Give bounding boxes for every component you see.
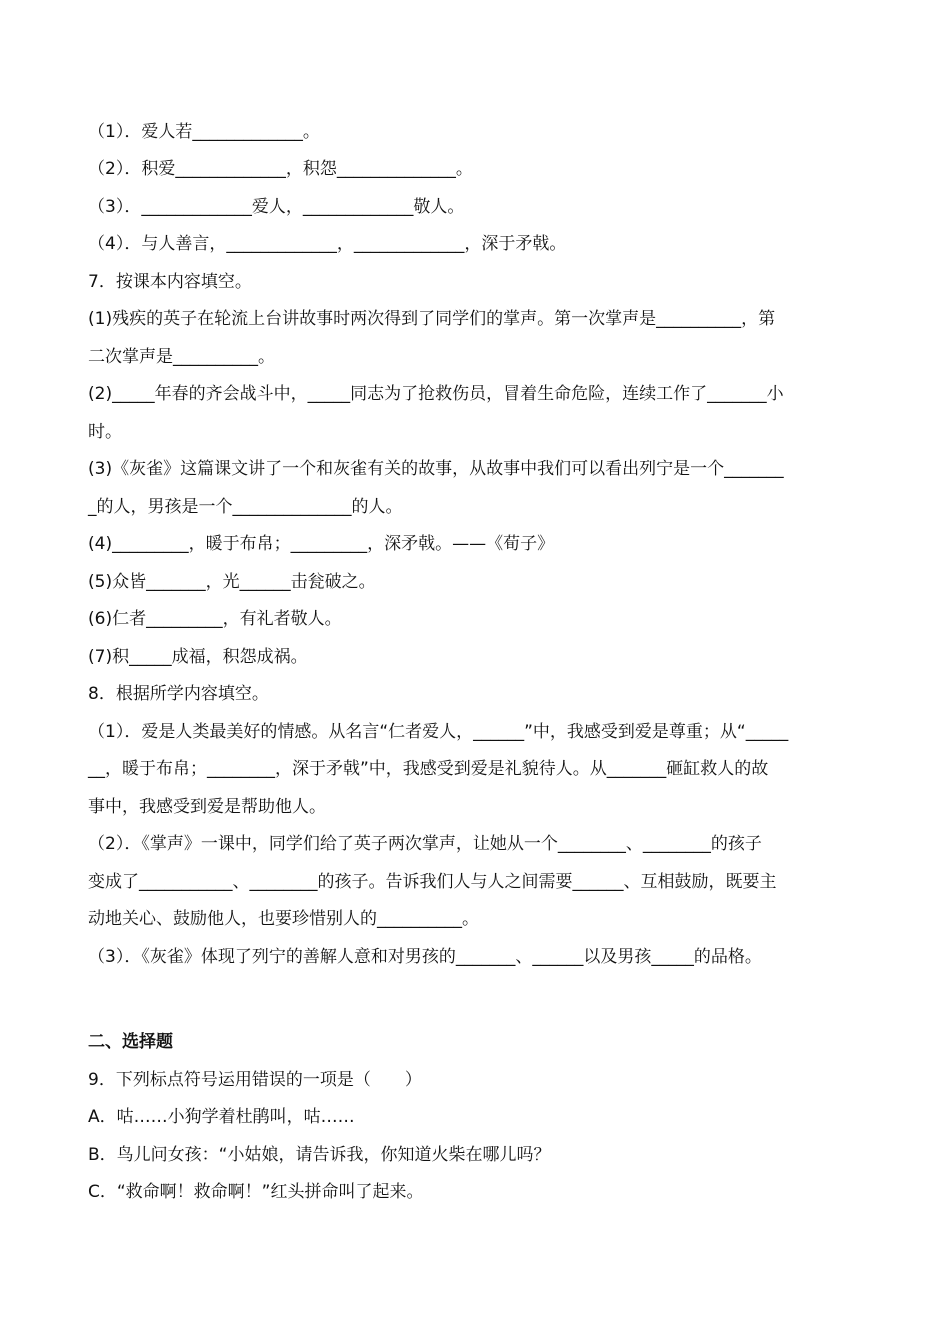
q6-item-3: （3）．_____________爱人，_____________敬人。 — [88, 197, 465, 217]
q8-item-1-line-2: __，暖于布帛；________，深于矛戟”中，我感受到爱是礼貌待人。从_______砸缸救人的故 — [88, 759, 769, 779]
q9-option-a: A．咕……小狗学着杜鹃叫，咕…… — [88, 1107, 355, 1127]
q7-item-1-line-2: 二次掌声是__________。 — [88, 347, 275, 367]
q9-title: 9．下列标点符号运用错误的一项是（ ） — [88, 1070, 422, 1090]
q8-item-1-line-1: （1）．爱是人类最美好的情感。从名言“仁者爱人，______”中，我感受到爱是尊重；从“_____ — [88, 722, 789, 742]
q7-title: 7．按课本内容填空。 — [88, 272, 252, 292]
q7-item-3-line-1: (3)《灰雀》这篇课文讲了一个和灰雀有关的故事，从故事中我们可以看出列宁是一个_______ — [88, 459, 784, 479]
q7-item-6: (6)仁者_________，有礼者敬人。 — [88, 609, 342, 629]
q8-item-2-line-2: 变成了___________、________的孩子。告诉我们人与人之间需要______、互相鼓励，既要主 — [88, 872, 777, 892]
q6-item-4: （4）．与人善言，_____________，_____________，深于矛戟。 — [88, 234, 567, 254]
q9-option-b: B．鸟儿问女孩：“小姑娘，请告诉我，你知道火柴在哪儿吗？ — [88, 1145, 551, 1165]
q8-item-2-line-1: （2）．《掌声》一课中，同学们给了英子两次掌声，让她从一个________、________的孩子 — [88, 834, 762, 854]
q8-title: 8．根据所学内容填空。 — [88, 684, 269, 704]
q8-item-1-line-3: 事中，我感受到爱是帮助他人。 — [88, 797, 326, 817]
q8-item-3: （3）．《灰雀》体现了列宁的善解人意和对男孩的_______、______以及男孩_____的品格。 — [88, 947, 762, 967]
q7-item-2-line-1: (2)_____年春的齐会战斗中，_____同志为了抢救伤员，冒着生命危险，连续工作了_______小 — [88, 384, 784, 404]
section-heading-choice: 二、选择题 — [88, 1032, 173, 1052]
q7-item-1-line-1: (1)残疾的英子在轮流上台讲故事时两次得到了同学们的掌声。第一次掌声是__________，第 — [88, 309, 776, 329]
q7-item-2-line-2: 时。 — [88, 422, 122, 442]
q7-item-3-line-2: _的人，男孩是一个______________的人。 — [88, 497, 403, 517]
q6-item-2: （2）．积爱_____________，积怨______________。 — [88, 159, 473, 179]
q7-item-4: (4)_________，暖于布帛；_________，深矛戟。——《荀子》 — [88, 534, 555, 554]
q9-option-c: C．“救命啊！救命啊！”红头拼命叫了起来。 — [88, 1182, 424, 1202]
q7-item-5: (5)众皆_______，光______击瓮破之。 — [88, 572, 376, 592]
q7-item-7: (7)积_____成福，积怨成祸。 — [88, 647, 308, 667]
q8-item-2-line-3: 动地关心、鼓励他人，也要珍惜别人的__________。 — [88, 909, 479, 929]
q6-item-1: （1）．爱人若_____________。 — [88, 122, 320, 142]
